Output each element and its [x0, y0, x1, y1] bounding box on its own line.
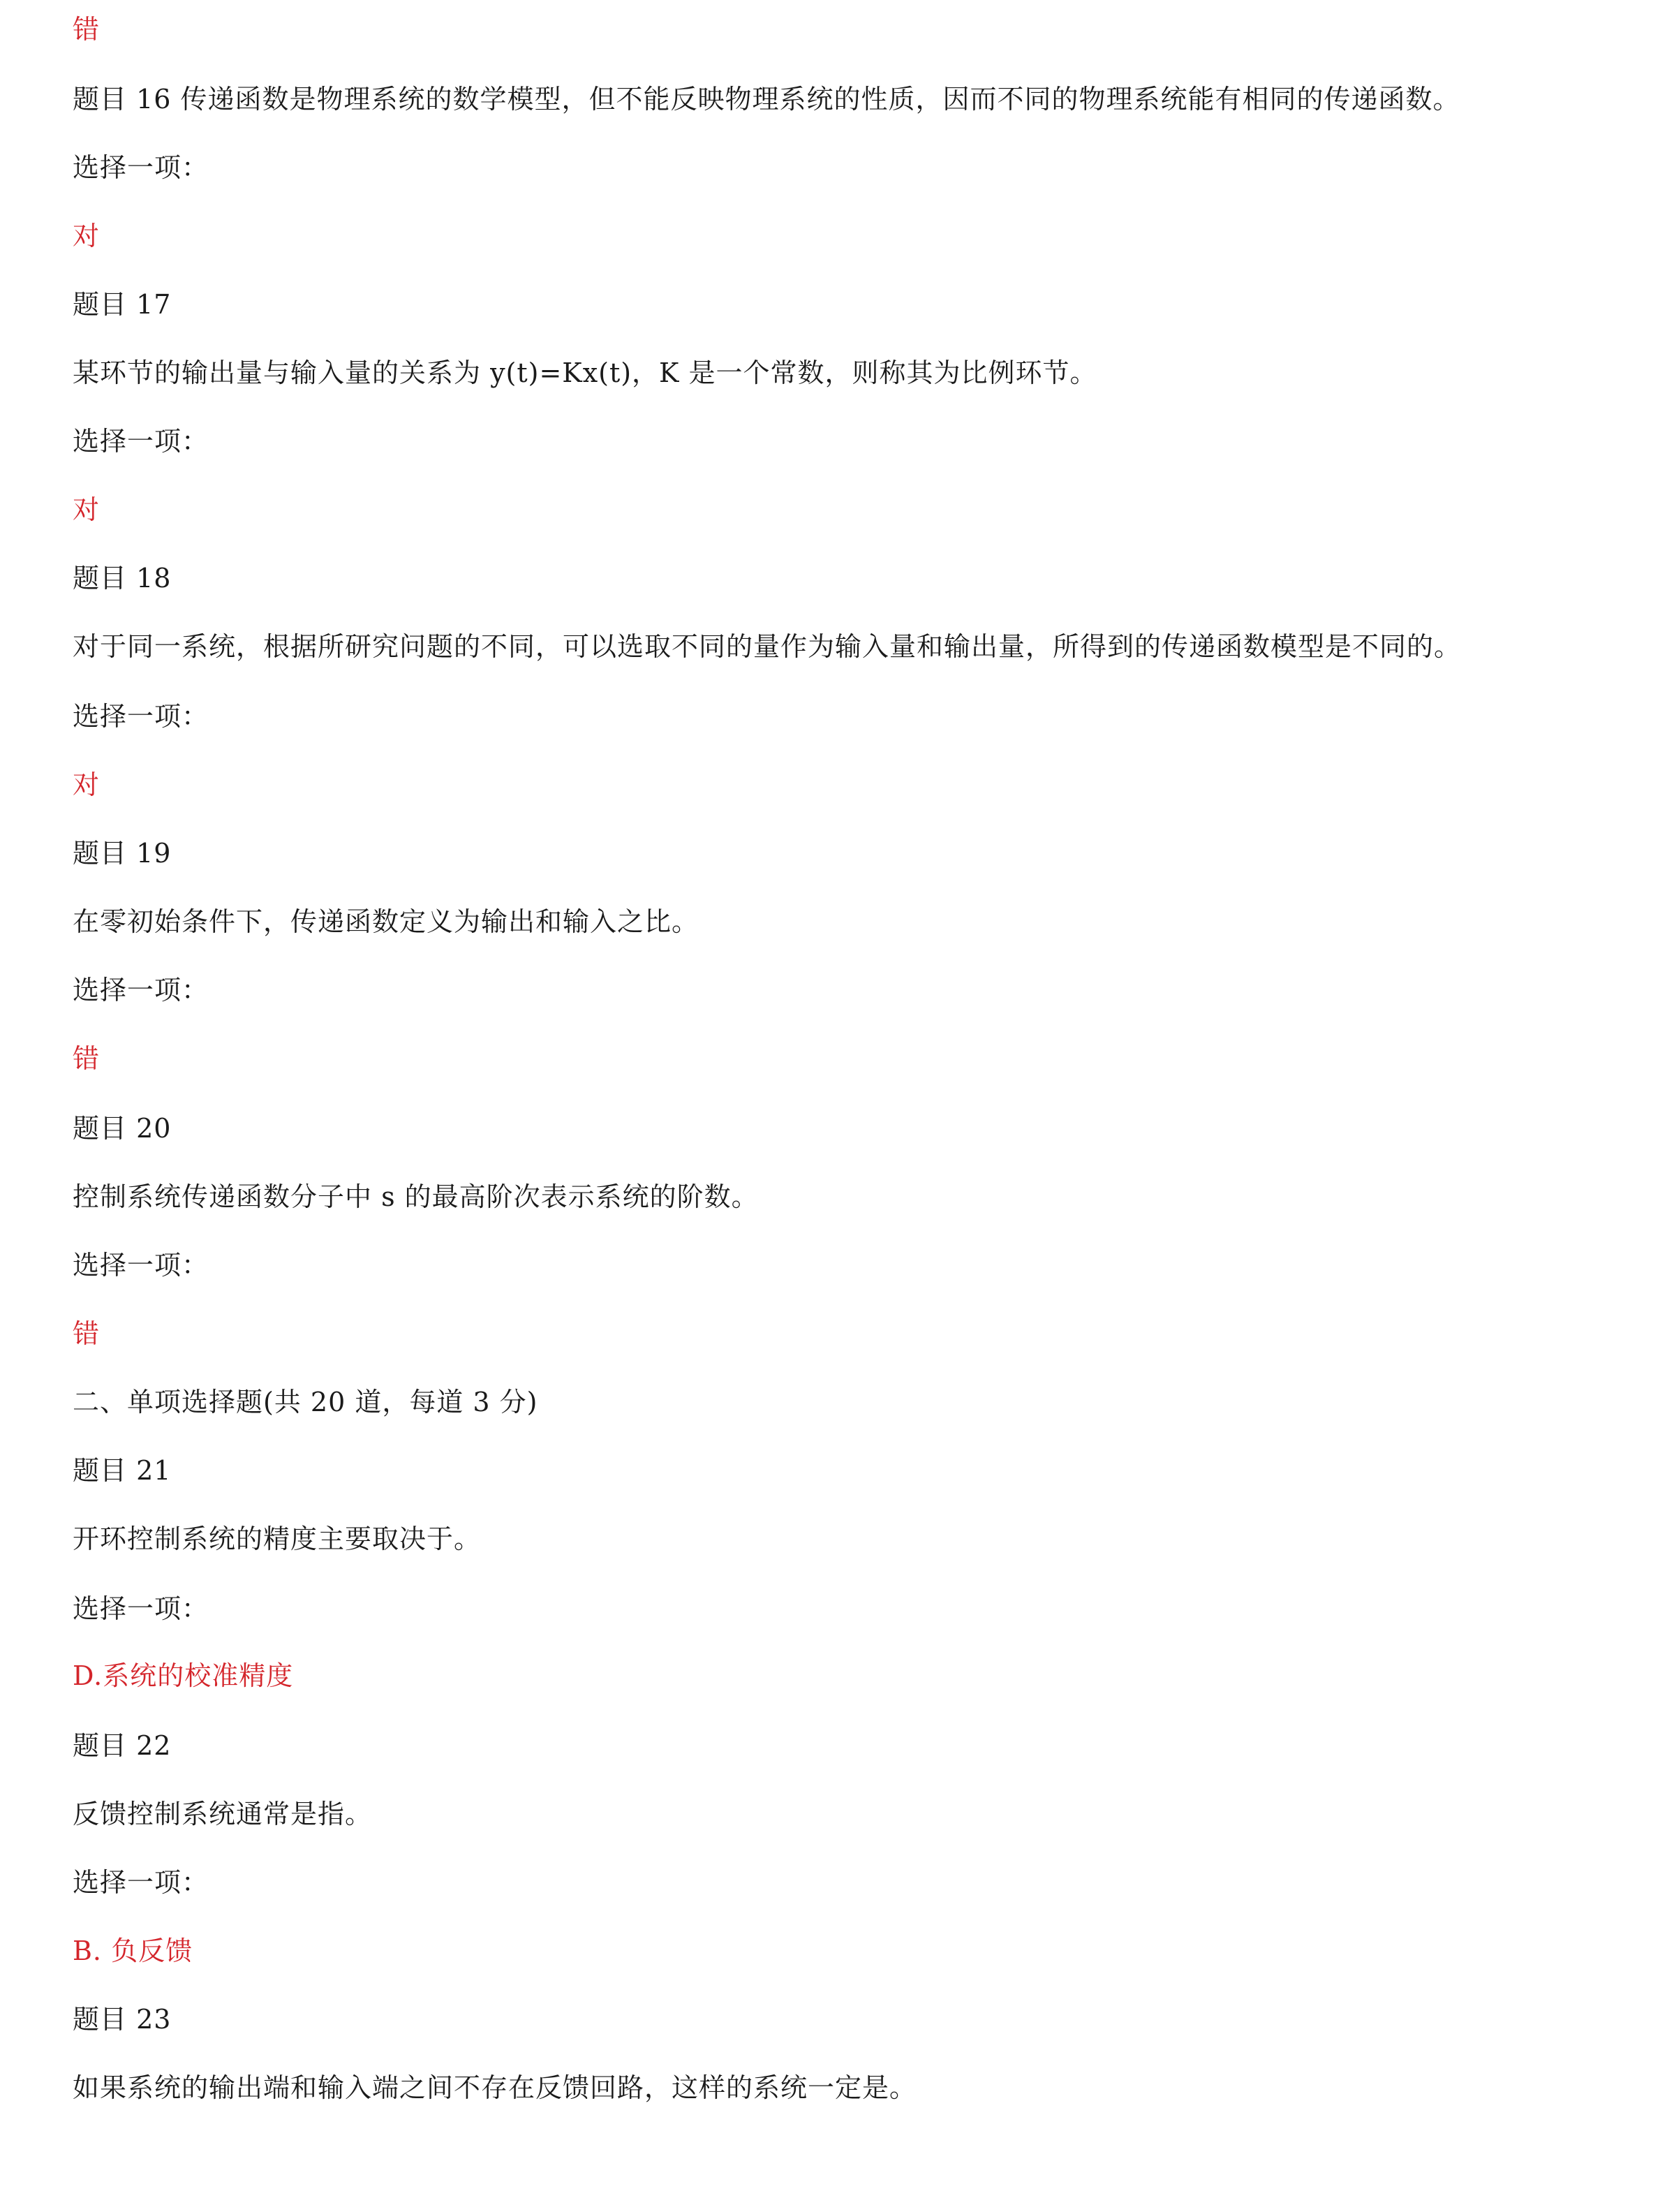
question-text: 控制系统传递函数分子中 s 的最高阶次表示系统的阶数。 [73, 1181, 759, 1212]
section-heading: 二、单项选择题(共 20 道，每道 3 分) [73, 1387, 538, 1417]
question-text: 某环节的输出量与输入量的关系为 y(t)=Kx(t)，K 是一个常数，则称其为比例环节。 [73, 357, 1097, 388]
choice-prompt: 选择一项： [73, 152, 209, 183]
question-text: 题目 16 传递函数是物理系统的数学模型，但不能反映物理系统的性质，因而不同的物理系统能有相同的传递函数。 [73, 84, 1460, 115]
question-text: 对于同一系统，根据所研究问题的不同，可以选取不同的量作为输入量和输出量，所得到的传递函数模型是不同的。 [73, 631, 1462, 662]
answer-line: B. 负反馈 [73, 1936, 193, 1966]
choice-prompt: 选择一项： [73, 426, 209, 457]
choice-prompt: 选择一项： [73, 701, 209, 732]
question-number: 题目 23 [73, 2004, 172, 2035]
choice-prompt: 选择一项： [73, 975, 209, 1005]
question-text: 在零初始条件下，传递函数定义为输出和输入之比。 [73, 906, 699, 937]
question-number: 题目 21 [73, 1455, 172, 1486]
question-number: 题目 22 [73, 1730, 172, 1761]
choice-prompt: 选择一项： [73, 1867, 209, 1898]
question-text: 反馈控制系统通常是指。 [73, 1799, 373, 1829]
answer-line: 对 [73, 221, 101, 251]
answer-line: D.系统的校准精度 [73, 1660, 294, 1691]
answer-line: 对 [73, 769, 101, 800]
question-number: 题目 18 [73, 563, 172, 593]
question-text: 如果系统的输出端和输入端之间不存在反馈回路，这样的系统一定是。 [73, 2072, 917, 2103]
question-number: 题目 20 [73, 1113, 172, 1144]
answer-line: 错 [73, 14, 101, 45]
question-number: 题目 17 [73, 289, 172, 320]
answer-line: 错 [73, 1318, 101, 1349]
question-number: 题目 19 [73, 838, 172, 869]
answer-line: 错 [73, 1043, 101, 1074]
question-text: 开环控制系统的精度主要取决于。 [73, 1524, 482, 1554]
choice-prompt: 选择一项： [73, 1250, 209, 1281]
answer-line: 对 [73, 494, 101, 525]
choice-prompt: 选择一项： [73, 1593, 209, 1624]
